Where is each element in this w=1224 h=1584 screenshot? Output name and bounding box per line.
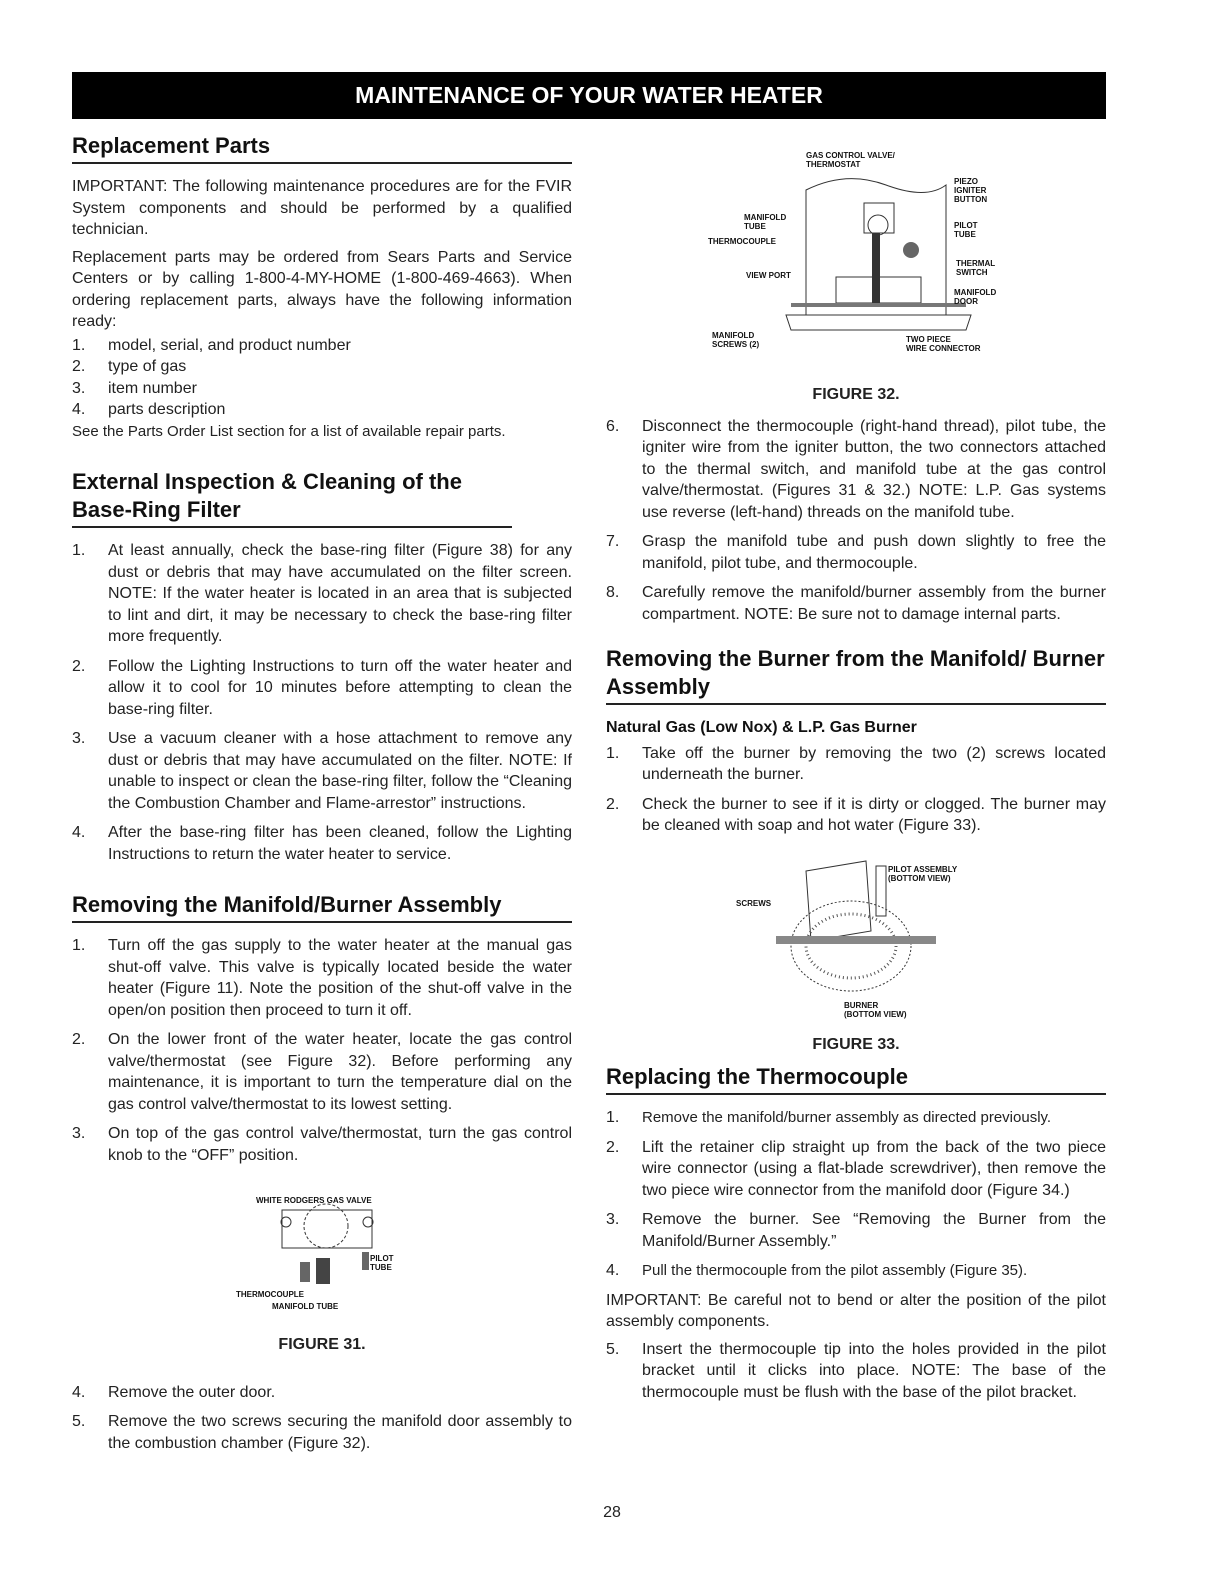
figure-callout-label: MANIFOLD TUBE bbox=[272, 1302, 339, 1311]
list-text: Grasp the manifold tube and push down slightly to free the manifold, pilot tube, and thermocouple. bbox=[642, 533, 1106, 572]
list-number: 4. bbox=[606, 1262, 620, 1279]
list-text: After the base-ring filter has been cleaned, follow the Lighting Instructions to return the water heater to service. bbox=[108, 824, 572, 863]
list-number: 6. bbox=[606, 417, 620, 435]
list-number: 7. bbox=[606, 533, 620, 550]
important-note: IMPORTANT: The following maintenance procedures are for the FVIR System components and should be performed by a qualified technician. bbox=[72, 178, 572, 238]
list-text: Remove the burner. See “Removing the Burner from the Manifold/Burner Assembly.” bbox=[642, 1211, 1106, 1250]
list-number: 4. bbox=[72, 401, 86, 418]
figure-33-burner bbox=[736, 851, 976, 1026]
list-number: 8. bbox=[606, 584, 620, 601]
list-number: 4. bbox=[72, 824, 86, 841]
figure-callout-label: THERMOCOUPLE bbox=[708, 237, 776, 246]
list-item bbox=[72, 1029, 572, 1115]
list-text: On top of the gas control valve/thermostat, turn the gas control knob to the “OFF” position. bbox=[108, 1125, 572, 1164]
list-text: type of gas bbox=[108, 358, 187, 375]
list-item bbox=[72, 356, 572, 378]
figure-callout-label: MANIFOLD SCREWS (2) bbox=[712, 331, 760, 349]
list-item bbox=[72, 728, 572, 814]
list-number: 2. bbox=[72, 657, 86, 675]
list-item bbox=[606, 1339, 1106, 1404]
list-text: Lift the retainer clip straight up from the back of the two piece wire connector (using a flat-blade screwdriver), then remove the two piece wire connector from the manifold door (Figure 34.) bbox=[642, 1138, 1106, 1199]
parts-list-note: See the Parts Order List section for a list of available repair parts. bbox=[72, 422, 506, 440]
list-item bbox=[606, 1107, 1106, 1129]
list-item bbox=[72, 822, 572, 865]
list-number: 2. bbox=[606, 1138, 620, 1156]
list-item bbox=[72, 656, 572, 721]
list-item bbox=[606, 531, 1106, 574]
list-text: parts description bbox=[108, 401, 226, 418]
list-text: Remove the manifold/burner assembly as directed previously. bbox=[642, 1109, 1052, 1126]
list-number: 4. bbox=[72, 1383, 86, 1401]
list-number: 1. bbox=[606, 744, 620, 762]
list-number: 1. bbox=[72, 937, 86, 954]
list-number: 1. bbox=[72, 336, 86, 354]
figure-callout-label: THERMAL SWITCH bbox=[956, 259, 996, 277]
thermocouple-list-continued bbox=[606, 1339, 1106, 1404]
list-item bbox=[72, 399, 572, 421]
list-text: Follow the Lighting Instructions to turn off the water heater and allow it to cool for 10 minutes before attempting to clean the base-ring filter. bbox=[108, 657, 572, 718]
list-number: 5. bbox=[72, 1413, 86, 1430]
list-text: At least annually, check the base-ring filter (Figure 38) for any dust or debris that may have accumulated on the filter screen. NOTE: If the water heater is located in an area that is subjected to lint and dirt, it may be necessary to check the base-ring filter more frequently. bbox=[108, 542, 572, 645]
list-text: Use a vacuum cleaner with a hose attachment to remove any dust or debris that may have accumulated on the filter. NOTE: If unable to inspect or clean the base-ring filter, follow the “Cleaning the Combustion Chamber and Flame-arrestor” instructions. bbox=[108, 730, 572, 812]
thermocouple-important-note: IMPORTANT: Be careful not to bend or alter the position of the pilot assembly components. bbox=[606, 1291, 1106, 1330]
section-title-removing-burner: Removing the Burner from the Manifold/ Burner Assembly bbox=[606, 645, 1106, 705]
list-number: 3. bbox=[72, 1125, 86, 1142]
figure-callout-label: PIEZO IGNITER BUTTON bbox=[954, 177, 988, 204]
section-title-removing-manifold: Removing the Manifold/Burner Assembly bbox=[72, 891, 572, 923]
left-column bbox=[72, 132, 572, 1462]
thermocouple-list bbox=[606, 1107, 1106, 1282]
external-inspection-list bbox=[72, 540, 572, 865]
list-number: 2. bbox=[72, 358, 86, 375]
list-item bbox=[606, 794, 1106, 837]
section-title-external-inspection: External Inspection & Cleaning of the Base-Ring Filter bbox=[72, 468, 512, 528]
list-text: On the lower front of the water heater, locate the gas control valve/thermostat (see Figure 32). Before performing any maintenance, it is important to turn the temperature dial on the gas control valve/thermostat to its lowest setting. bbox=[108, 1031, 572, 1113]
list-number: 3. bbox=[72, 730, 86, 747]
list-item bbox=[72, 540, 572, 648]
list-number: 2. bbox=[606, 795, 620, 813]
list-number: 3. bbox=[72, 379, 86, 397]
list-item bbox=[72, 935, 572, 1021]
figure-31-caption: FIGURE 31. bbox=[278, 1336, 366, 1353]
list-text: Carefully remove the manifold/burner assembly from the burner compartment. NOTE: Be sure not to damage internal parts. bbox=[642, 584, 1106, 623]
figure-callout-label: PILOT TUBE bbox=[954, 221, 978, 239]
figure-callout-label: VIEW PORT bbox=[746, 271, 791, 280]
figure-callout-label: MANIFOLD DOOR bbox=[954, 288, 997, 306]
figure-callout-label: PILOT ASSEMBLY (BOTTOM VIEW) bbox=[888, 864, 958, 883]
list-item bbox=[72, 1382, 572, 1404]
list-text: item number bbox=[108, 379, 197, 397]
list-item bbox=[72, 335, 572, 357]
list-number: 5. bbox=[606, 1340, 620, 1358]
manifold-removal-list bbox=[72, 935, 572, 1166]
figure-callout-label: PILOT TUBE bbox=[370, 1254, 394, 1272]
list-item bbox=[606, 416, 1106, 524]
figure-32-caption: FIGURE 32. bbox=[812, 386, 900, 403]
list-text: Remove the outer door. bbox=[108, 1383, 276, 1401]
figure-callout-label: SCREWS bbox=[736, 898, 772, 908]
figure-callout-label: THERMOCOUPLE bbox=[236, 1290, 304, 1299]
list-item bbox=[72, 1123, 572, 1166]
burner-removal-list bbox=[606, 743, 1106, 837]
ordering-info-list bbox=[72, 335, 572, 421]
figure-31-gas-valve bbox=[236, 1196, 402, 1314]
page-number: 28 bbox=[603, 1504, 621, 1521]
list-number: 3. bbox=[606, 1211, 620, 1228]
burner-subtitle: Natural Gas (Low Nox) & L.P. Gas Burner bbox=[606, 719, 917, 736]
section-title-replacement-parts: Replacement Parts bbox=[72, 132, 572, 164]
manifold-removal-list-continued bbox=[72, 1382, 572, 1455]
list-item bbox=[606, 1137, 1106, 1202]
list-item bbox=[606, 582, 1106, 625]
section-title-replacing-thermocouple: Replacing the Thermocouple bbox=[606, 1063, 1106, 1095]
page-banner: MAINTENANCE OF YOUR WATER HEATER bbox=[72, 72, 1106, 119]
list-text: Pull the thermocouple from the pilot assembly (Figure 35). bbox=[642, 1262, 1028, 1279]
list-text: Disconnect the thermocouple (right-hand thread), pilot tube, the igniter wire from the igniter button, the two connectors attached to the thermal switch, and manifold tube at the gas control valve/thermostat. (Figures 31 & 32.) NOTE: L.P. Gas systems use reverse (left-hand) threads on the manifold tube. bbox=[642, 417, 1106, 521]
figure-32-manifold-assembly bbox=[706, 145, 1006, 360]
list-text: Turn off the gas supply to the water heater at the manual gas shut-off valve. This valve is typically located beside the water heater (Figure 11). Note the position of the shut-off valve in the open/on position then proceed to turn it off. bbox=[108, 937, 572, 1019]
list-number: 1. bbox=[72, 542, 86, 559]
figure-callout-label: GAS CONTROL VALVE/ THERMOSTAT bbox=[806, 151, 895, 169]
list-item bbox=[606, 1209, 1106, 1252]
right-column bbox=[606, 145, 1106, 1411]
list-item bbox=[606, 743, 1106, 786]
figure-callout-label: WHITE RODGERS GAS VALVE bbox=[256, 1196, 372, 1205]
ordering-paragraph: Replacement parts may be ordered from Sears Parts and Service Centers or by calling 1-800-4-MY-HOME (1-800-469-4663). When ordering replacement parts, always have the following information ready: bbox=[72, 248, 572, 330]
figure-33-caption: FIGURE 33. bbox=[812, 1035, 900, 1053]
figure-callout-label: TWO PIECE WIRE CONNECTOR bbox=[906, 335, 981, 353]
list-text: model, serial, and product number bbox=[108, 336, 351, 354]
list-text: Insert the thermocouple tip into the holes provided in the pilot bracket until it clicks into place. NOTE: The base of the thermocouple must be flush with the base of the pilot bracket. bbox=[642, 1340, 1106, 1401]
list-item bbox=[606, 1260, 1106, 1282]
figure-callout-label: MANIFOLD TUBE bbox=[744, 213, 787, 231]
list-item bbox=[72, 378, 572, 400]
list-text: Remove the two screws securing the manifold door assembly to the combustion chamber (Figure 32). bbox=[108, 1413, 572, 1452]
list-text: Check the burner to see if it is dirty or clogged. The burner may be cleaned with soap and hot water (Figure 33). bbox=[642, 795, 1106, 834]
list-item bbox=[72, 1411, 572, 1454]
manifold-removal-list-continued-2 bbox=[606, 416, 1106, 626]
list-text: Take off the burner by removing the two (2) screws located underneath the burner. bbox=[642, 744, 1106, 783]
list-number: 2. bbox=[72, 1031, 86, 1048]
figure-callout-label: BURNER (BOTTOM VIEW) bbox=[844, 1000, 907, 1019]
list-number: 1. bbox=[606, 1109, 620, 1126]
